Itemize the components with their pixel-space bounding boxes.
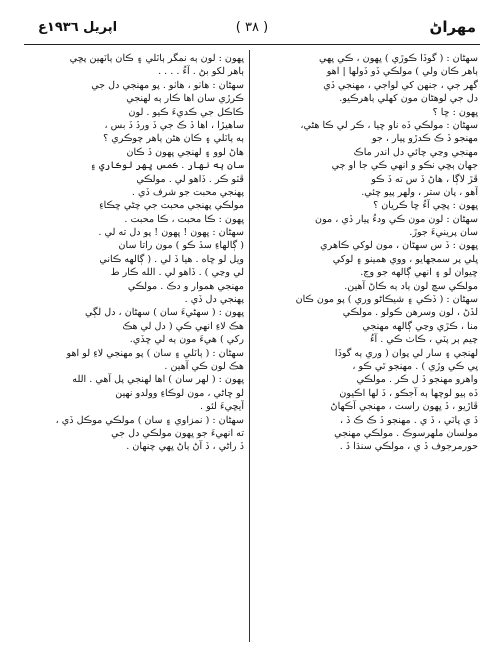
- text-line: سهڻان : هاٺو ، هاٺو . پو مهنجي دل جي: [91, 79, 244, 91]
- text-line: گهر جي ، جنهن کي لواجي ، مهنجي ڏي: [323, 79, 478, 91]
- text-line: مولڪي سچ لون ٻاد ٻه ڪاڻ آهين.: [344, 280, 478, 292]
- text-line: ٻاهر ڪان ولي ) مولڪي ڏو ڏولها | اهو: [326, 66, 478, 78]
- text-line: ڏه ٻيو لوچها ٻه آجڪو ، ڏ لها اڪيون: [339, 387, 478, 399]
- text-line: آهو ، پان ستر ، ولهر پيو چئي.: [361, 186, 478, 198]
- text-line: سهڻان : ( ٻاٽلي ۽ سان ) پو مهنجي لاءِ لو اهو: [66, 347, 244, 359]
- text-line: رکي ) هيءَ مون ٻه لي ڇڏي.: [129, 334, 244, 346]
- text-line: سهڻان : مولڪي ڏه ناو ڇيا ، ڪر لي ڪا هڻي،: [300, 119, 478, 131]
- text-line: منا ، ڪڙي وڃي ڳالهه مهنجي: [362, 320, 478, 332]
- running-header: [0, 18, 500, 40]
- text-line: سان پرينيءَ جوڙ.: [409, 227, 478, 239]
- text-line: واهرو مهنجو ڏ ل ڪر . مولڪي: [356, 374, 478, 386]
- text-line: هڪ لاءِ انهي ڪي ( دل لي هڪ: [122, 320, 244, 332]
- text-line: پهنجي دل ڏي .: [184, 294, 244, 306]
- right-column: [260, 52, 478, 642]
- issue-date: اپريل ١٩٣٦ع: [38, 20, 118, 35]
- text-line: لهنجي ۽ سار لي پوان ( وري ٻه گوڏا: [334, 347, 478, 359]
- text-line: ڏ راڻي ، ڏ آڻ ٻاڻ ڀهي چنهان .: [126, 441, 244, 453]
- text-line: ڦڙ لاڳا ، هاڻ ڏ س ته ڏ ڪو: [371, 173, 478, 185]
- text-line: حورمرجوف ڏ ي ، مولڪي سنڌا ڏ .: [339, 441, 478, 453]
- text-line: ڏ ي پاٽي ، ڏ ي . مهنجو ڏ ڪ ڪ ڏ ،: [339, 414, 478, 426]
- column-divider: [249, 50, 250, 642]
- text-line: چيم ٻر پٽي ، ڪاٺ ڪي . آءُ: [369, 334, 478, 346]
- text-line: ته انهيءَ جو ڀهون مولڪي دل جي: [111, 427, 244, 439]
- text-line: مولڪي پهنجي محبت جي چڻي ڇڪاءِ: [99, 200, 244, 212]
- text-line: سان ٻه نهار . ڪمس ڀهر لوڪاري ۽: [90, 160, 244, 172]
- text-line: ( ڳالهاءِ سڏ ڪو ) مون راتا سان: [118, 240, 244, 252]
- text-line: ڦاڙيو ، ڏ ڀهون راست ، مهنجي آڪهاڻ: [330, 401, 478, 413]
- text-line: ڪاڪل جي ڪديءَ ڪيو . لون: [128, 106, 244, 118]
- text-line: ڀي ڪي وڙي ) . مهنجو ٿي ڪو ،: [352, 360, 478, 372]
- text-line: سهڻان : ڀهون ! ڀهون ! پو دل ته لي .: [98, 227, 244, 239]
- text-line: مهنجي وڃي چائي دل اندر ماڪ: [353, 146, 478, 158]
- text-line: ڀهون : ڪا محبت ، ڪا محبت .: [124, 213, 244, 225]
- text-line: ڪرڙي سان اها ڪار ٻه لهنجي: [126, 93, 244, 105]
- text-line: سهڻان : ( نمزاوي ۽ سان ) مولڪي موڪل ڏي ،: [55, 414, 244, 426]
- journal-title: مهراڻ: [429, 18, 476, 36]
- text-line: ساهيڙا ، اها ڏ ڪ جي ڏ ورڏ ڏ بس ،: [104, 119, 244, 131]
- text-line: لي وڃي ) . ڏاهو لي . الله ڪار ط: [110, 267, 244, 279]
- text-line: ڀهون : ڏ س سهڻان ، مون لوکي ڪاهري: [320, 240, 478, 252]
- text-line: لڏڻ ، لون وسرهن ڪولو . مولڪي: [342, 307, 478, 319]
- text-line: مولسان ملهرسوڪ . مولڪي مهنجي: [334, 427, 478, 439]
- text-line: ڀهون : لون ٻه نمگر ٻاٽلي ۽ ڪان ٻاٽهين پڇي: [69, 53, 244, 64]
- text-line: لو ڇاڻي ، مون لوڪاءِ وولدو نهين: [115, 387, 244, 399]
- text-line: ويل لو ڇاه . هيا ڏ لي . ( ڳالهه ڪاني: [99, 253, 244, 265]
- text-line: مهنجي هموار و دڪ . مولڪي: [127, 280, 244, 292]
- text-line: ڀهون : پڇي آءُ ڇا ڪريان ؟: [373, 200, 478, 212]
- text-line: هاڻ لوو ۽ لهنجي ڀهون ڏ ڪان: [126, 146, 244, 158]
- text-line: ڀلي پر سمجهايو ، ووي همينو ۽ لوکي: [332, 253, 478, 265]
- text-line: ڇيوان لو ۽ انهي ڳالهه جو وڃ.: [360, 267, 478, 279]
- header-rule: [24, 44, 480, 45]
- text-line: هڪ لون ڪي آهين .: [164, 360, 244, 372]
- text-line: سهڻان : ( گوڏا ڪوڙي ) ڀهون ، ڪي ڀهي: [319, 53, 478, 64]
- text-line: پهنجي محبت جو شرف ڏي .: [131, 186, 244, 198]
- left-column: [26, 52, 244, 642]
- text-line: ڀهون : ڇا ؟: [432, 106, 478, 118]
- text-line: ڀهون : ( لهر سان ) اها لهنجي پل آهي . الله: [72, 374, 244, 386]
- text-line: دل جي لوهڻان مون کهلي ٻاهرڪيو.: [339, 93, 478, 105]
- text-line: سهڻان : ( ڏڪي ۽ شيڪاڻو وري ) پو مون ڪان: [295, 294, 478, 306]
- text-line: آيڇيءَ لئو .: [200, 401, 244, 413]
- text-line: ٻاهر لکو بڻ . آءُ . . . .: [158, 66, 244, 78]
- text-line: ڀهون : ( سهڻيءَ سان ) سهڻان ، دل لڳي: [84, 307, 244, 319]
- text-line: ٻه ٻاٽلي ۽ ڪان هڻن ٻاهر چوڪري ؟: [103, 133, 244, 145]
- text-line: ڦٽو ڪر . ڏاهو لي . مولڪي: [136, 173, 244, 185]
- text-line: جهان ٻڇي نڪو و انهي ڪي جا او ڄي: [331, 160, 478, 172]
- page-number: ( ٣٨ ): [235, 20, 269, 35]
- text-line: مهنجو ڏ ڪ ڪدڙو پيار ، جو: [371, 133, 478, 145]
- text-line: سهڻان : لون مون ڪي ودءُ پيار ڏي ، مون: [315, 213, 478, 225]
